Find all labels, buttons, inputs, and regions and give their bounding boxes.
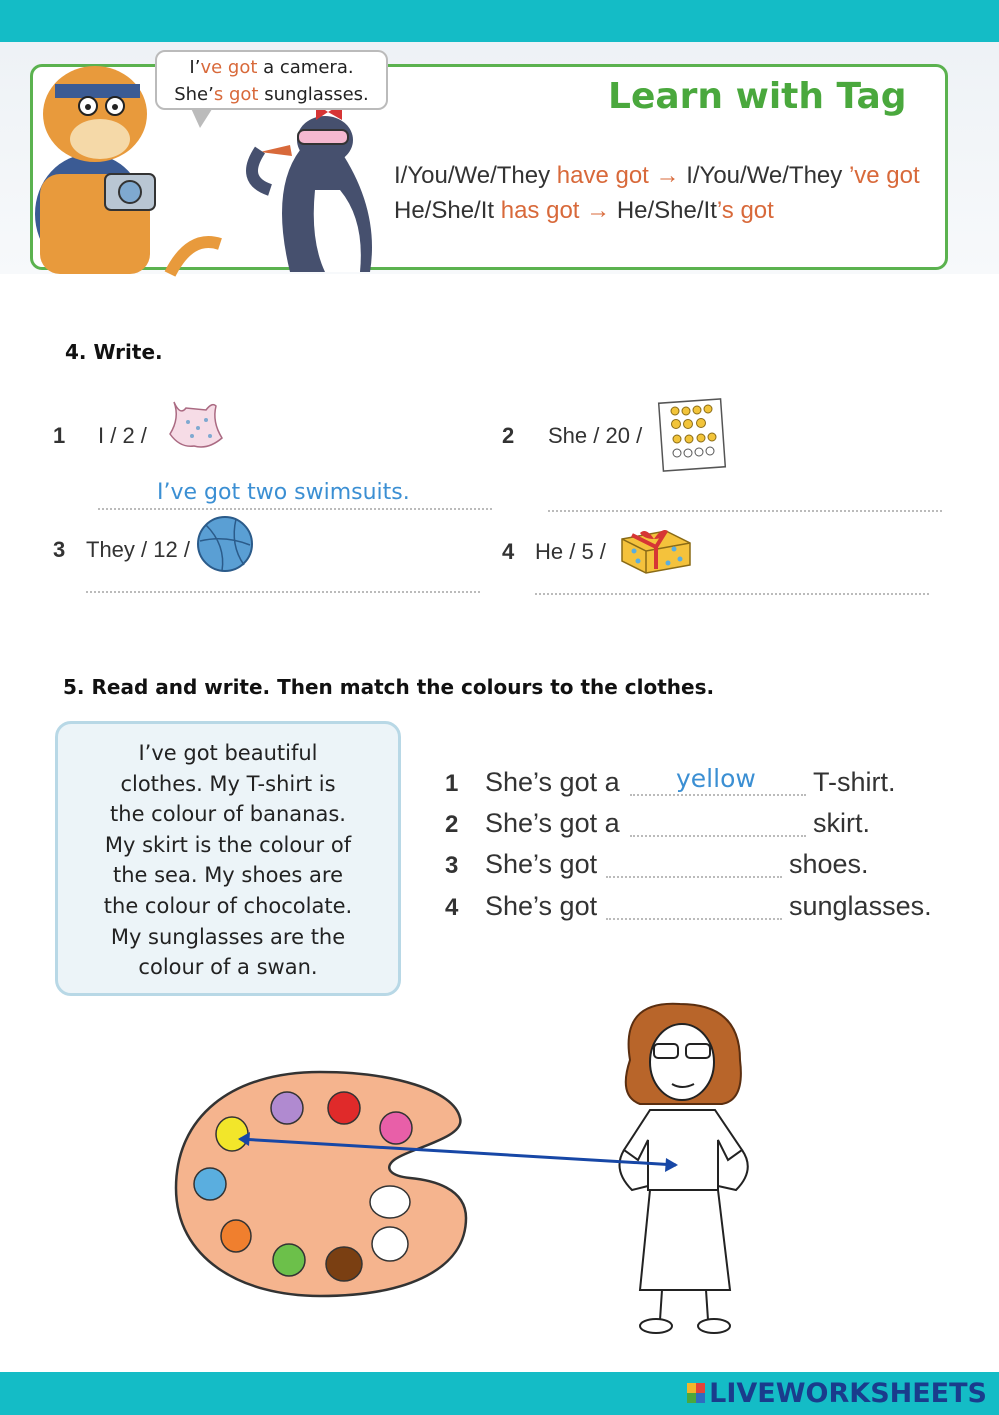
reading-line: I’ve got beautiful — [138, 741, 318, 765]
arrow-icon: → — [579, 197, 617, 224]
question-before: She’s got a — [485, 767, 620, 797]
question-number: 3 — [445, 852, 459, 879]
question-before: She’s got a — [485, 808, 620, 838]
question-after: T-shirt. — [813, 767, 896, 797]
grammar-rule-1: I/You/We/They have got → I/You/We/They ’ve got — [394, 162, 920, 189]
question-answer-1[interactable]: yellow — [676, 764, 756, 793]
liveworksheets-logo-icon — [687, 1383, 705, 1403]
logo-text: LIVEWORKSHEETS — [709, 1377, 987, 1409]
item-prompt: She / 20 / — [548, 423, 643, 448]
exercise-5-title: 5. Read and write. Then match the colours to the clothes. — [63, 675, 715, 699]
item-prompt: I / 2 / — [98, 423, 147, 448]
speech-bubble: I’ve got a camera. She’s got sunglasses. — [155, 50, 388, 110]
question-after: sunglasses. — [789, 891, 932, 921]
reading-line: the sea. My shoes are — [112, 863, 344, 888]
learn-title: Learn with Tag — [608, 76, 907, 117]
liveworksheets-logo[interactable] — [687, 1378, 987, 1408]
item-number: 2 — [502, 423, 515, 448]
item-number: 3 — [53, 537, 66, 562]
reading-line: the colour of chocolate. — [103, 893, 353, 918]
reading-line: My skirt is the colour of — [104, 832, 352, 857]
question-number: 2 — [445, 811, 459, 838]
item-number: 4 — [502, 539, 515, 564]
question-before: She’s got — [485, 849, 598, 879]
reading-line: My sunglasses are the — [110, 924, 346, 949]
exercise-4-title: 4. Write. — [65, 340, 163, 364]
grammar-rule-2: He/She/It has got → He/She/It’s got — [394, 197, 774, 224]
question-before: She’s got — [485, 891, 598, 921]
reading-line: the colour of bananas. — [110, 802, 346, 827]
question-after: shoes. — [789, 849, 869, 879]
question-after: skirt. — [813, 808, 870, 838]
item-prompt: He / 5 / — [535, 539, 606, 564]
item-number: 1 — [53, 423, 66, 448]
item-prompt: They / 12 / — [86, 537, 190, 562]
question-number: 4 — [445, 894, 459, 921]
reading-line: colour of a swan. — [138, 955, 318, 980]
question-number: 1 — [445, 770, 459, 797]
answer-1[interactable]: I’ve got two swimsuits. — [157, 480, 410, 505]
arrow-icon: → — [648, 162, 687, 189]
reading-line: clothes. My T-shirt is — [120, 771, 336, 796]
